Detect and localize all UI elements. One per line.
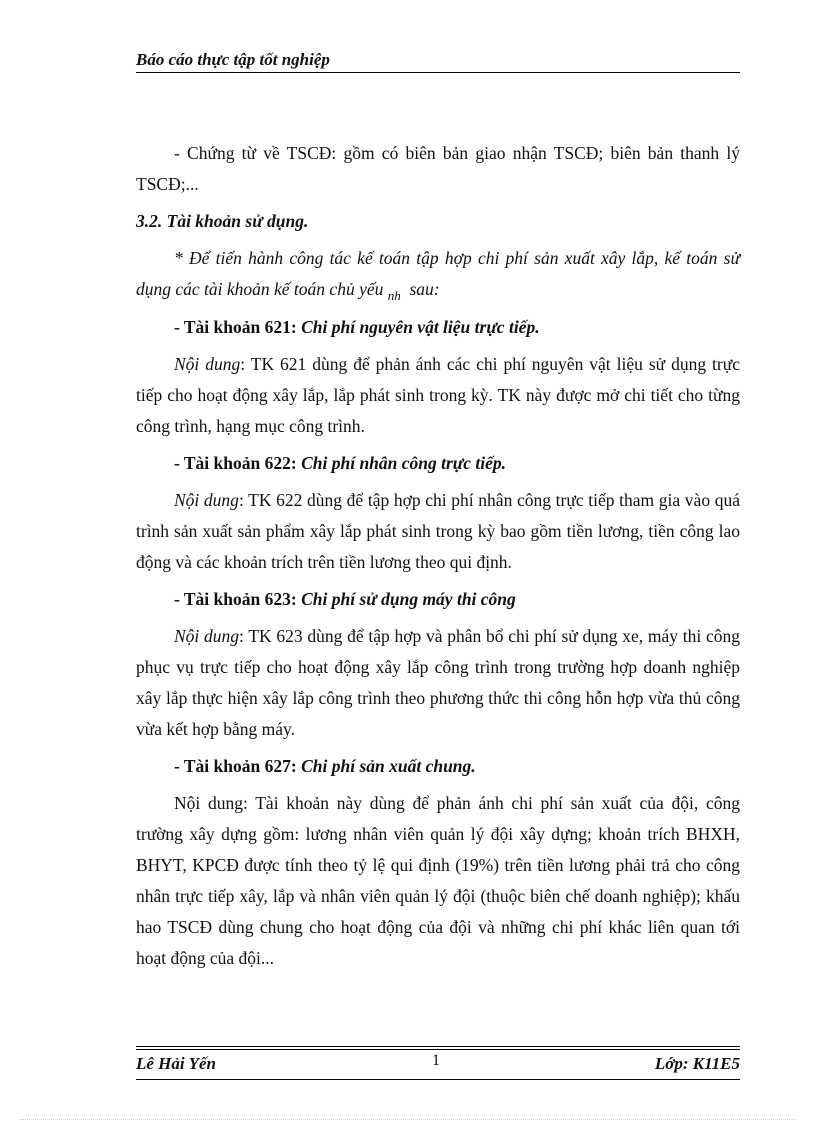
intro-line: - Chứng từ về TSCĐ: gồm có biên bản giao nhận TSCĐ; biên bản thanh lý TSCĐ;... (136, 143, 740, 194)
content-text: : TK 623 dùng để tập hợp và phân bổ chi phí sử dụng xe, máy thi công phục vụ trực tiếp cho hoạt động xây lắp công trình trong trường hợp doanh nghiệp xây lắp thực hiện xây lắp công trình theo phương thức thi công hỗn hợp vừa thủ công vừa kết hợp bằng máy. (136, 626, 740, 739)
content-text: : TK 622 dùng để tập hợp chi phí nhân công trực tiếp tham gia vào quá trình sản xuất sản phẩm xây lắp phát sinh trong kỳ bao gồm tiền lương, tiền công lao động và các khoản trích trên tiền lương theo qui định. (136, 490, 740, 572)
account-622-heading (136, 448, 740, 479)
account-name: Chi phí sử dụng máy thi công (301, 589, 516, 609)
class-label: Lớp: K11E5 (654, 1054, 740, 1073)
content-text: : TK 621 dùng để phản ánh các chi phí nguyên vật liệu sử dụng trực tiếp cho hoạt động xây lắp, lắp phát sinh trong kỳ. TK này được mở chi tiết cho từng công trình, hạng mục công trình. (136, 354, 740, 436)
section-title: 3.2. Tài khoản sử dụng. (136, 211, 309, 231)
account-621-content (136, 349, 740, 442)
page-body (136, 138, 740, 974)
intro-text: * Để tiến hành công tác kế toán tập hợp chi phí sản xuất xây lắp, kế toán sử dụng các tài khoản kế toán chủ yếu (136, 248, 740, 299)
page-header (136, 50, 740, 73)
intro-text-end: sau: (409, 279, 440, 299)
content-text: Nội dung: Tài khoản này dùng để phản ánh chi phí sản xuất của đội, công trường xây dựng gồm: lương nhân viên quản lý đội xây dựng; khoản trích BHXH, BHYT, KPCĐ được tính theo tỷ lệ qui định (19%) trên tiền lương phải trả cho công nhân trực tiếp xây, lắp và nhân viên quản lý đội (thuộc biên chế doanh nghiệp); khấu hao TSCĐ dùng chung cho hoạt động của đội và những chi phí khác liên quan tới hoạt động của đội... (136, 793, 740, 968)
content-label: Nội dung (174, 490, 239, 510)
intro-paragraph (136, 243, 740, 306)
account-621-heading (136, 312, 740, 343)
account-label: - Tài khoản 622: (174, 453, 297, 473)
account-label: - Tài khoản 623: (174, 589, 297, 609)
report-title: Báo cáo thực tập tốt nghiệp (136, 50, 330, 69)
account-627-content (136, 788, 740, 974)
footer-divider (136, 1046, 740, 1047)
intro-subscript: nh (387, 288, 401, 303)
account-623-heading (136, 584, 740, 615)
author-name: Lê Hải Yến (136, 1054, 216, 1073)
account-627-heading (136, 751, 740, 782)
account-name: Chi phí nhân công trực tiếp. (301, 453, 507, 473)
account-label: - Tài khoản 627: (174, 756, 297, 776)
account-name: Chi phí nguyên vật liệu trực tiếp. (301, 317, 540, 337)
page-edge (20, 1119, 796, 1120)
account-label: - Tài khoản 621: (174, 317, 297, 337)
content-label: Nội dung (174, 354, 241, 374)
footer-divider (136, 1049, 740, 1050)
page-number: 1 (432, 1052, 440, 1069)
account-622-content (136, 485, 740, 578)
page-footer (136, 1046, 740, 1078)
account-name: Chi phí sản xuất chung. (301, 756, 476, 776)
footer-bottom-rule (136, 1079, 740, 1080)
account-623-content (136, 621, 740, 745)
content-label: Nội dung (174, 626, 240, 646)
